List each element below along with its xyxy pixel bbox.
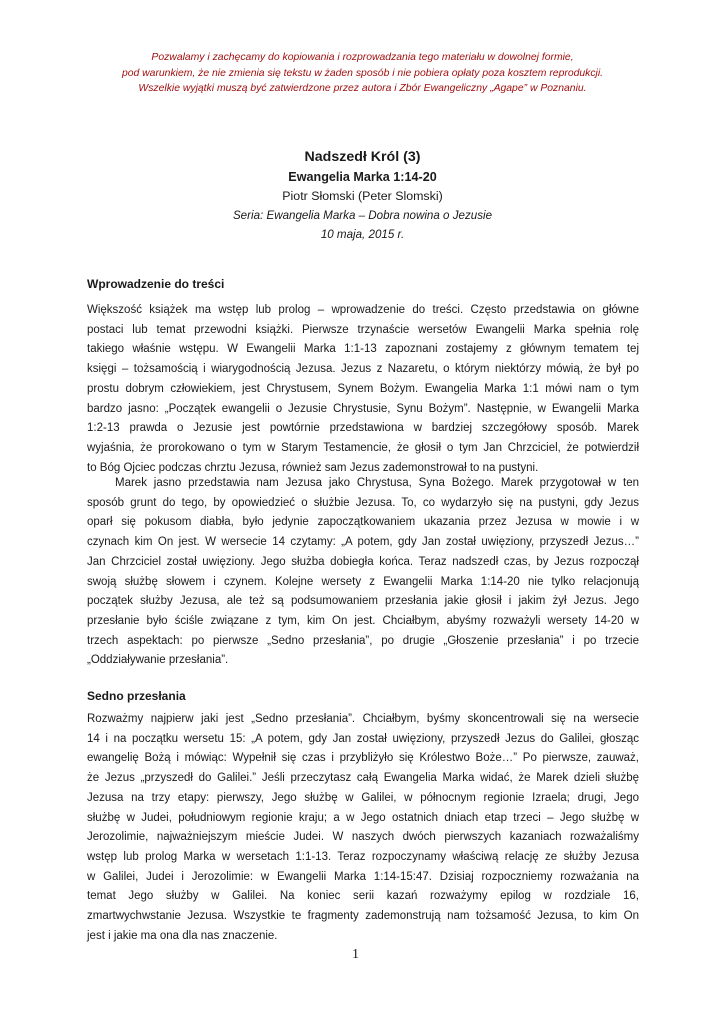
text-line: początek służby Jezusa, ale też są podsumowaniem przesłania jakie głosił i jakim żył Jezus. Jego bbox=[87, 595, 639, 608]
text-line: swoją służbę słowem i czynem. Kolejne wersety z Ewangelii Marka 1:14-20 nie tylko relacjonują bbox=[87, 575, 639, 588]
text-line: bardzo jasno: „Początek ewangelii o Jezusie Chrystusie, Synu Bożym”. Następnie, w Ewangelii Marka bbox=[87, 402, 639, 415]
text-line: sposób grunt do tego, by opowiedzieć o służbie Jezusa. To, co wydarzyło się na pustyni, gdy Jezus bbox=[87, 496, 639, 509]
text-line: to Bóg Ojciec podczas chrztu Jezusa, również sam Jezus zademonstrował to na pustyni. bbox=[87, 461, 539, 474]
text-line: księgi – tożsamością i wiarygodnością Jezusa. Jezus z Nazaretu, o którym niektórzy mówią, że był po bbox=[87, 363, 639, 376]
copyright-notice bbox=[60, 50, 665, 97]
text-line: wyjaśnia, że prorokowano o tym w Starym Testamencie, że głosił o tym Jan Chrzciciel, że potwierdził bbox=[87, 441, 639, 454]
text-line: Jan Chrzciciel został uwięziony. Jego służba dobiegła końca. Teraz nadszedł czas, by Jezus rozpoczął bbox=[87, 555, 639, 568]
text-line: przesłanie było ściśle związane z tym, kim On jest. Chciałbym, abyśmy rozważyli wersety 14-20 w bbox=[87, 614, 639, 627]
text-line: zmartwychwstanie Jezusa. Wszystkie te fragmenty zademonstrują nam tożsamość Jezusa, to kim On bbox=[87, 910, 639, 923]
text-line: Jerozolimie, najważniejszym mieście Judei. W naszych dwóch pierwszych kazaniach rozważaliśmy bbox=[87, 831, 639, 844]
author: Piotr Słomski (Peter Slomski) bbox=[282, 189, 443, 203]
text-line: postaci lub temat przewodni książki. Pierwsze trzynaście wersetów Ewangelii Marka spełnia rolę bbox=[87, 323, 639, 336]
text-line: temat Jego służby w Galilei. Na koniec serii kazań rozważymy epilog w rozdziale 16, bbox=[87, 890, 639, 903]
text-line: służbę w Judei, południowym regionie kraju; a w Jego ostatnich dniach etap trzeci – Jego służbę w bbox=[87, 811, 639, 824]
title-block bbox=[60, 146, 665, 244]
text-line: w Galilei, Judei i Jerozolimie: w Ewangelii Marka 1:14-15:47. Dzisiaj rozpoczniemy rozważania na bbox=[87, 870, 639, 883]
series: Seria: Ewangelia Marka – Dobra nowina o Jezusie bbox=[232, 209, 493, 222]
text-line: oparł się pokusom diabła, było jedynie zapoczątkowaniem ukazania przez Jezusa w mowie i w bbox=[87, 516, 639, 529]
paragraph bbox=[87, 710, 639, 946]
text-line: „Oddziaływanie przesłania”. bbox=[87, 654, 229, 667]
text-line: 14 i na początku wersetu 15: „A potem, gdy Jan został uwięziony, przyszedł Jezus do Galilei, głosząc bbox=[87, 732, 639, 745]
text-line: Marek jasno przedstawia nam Jezusa jako Chrystusa, Syna Bożego. Marek przygotował w ten bbox=[115, 477, 639, 489]
text-line: że Jezus „przyszedł do Galilei.” Jeśli przeczytasz całą Ewangelia Marka widać, że Marek dzieli służbę bbox=[87, 772, 639, 785]
text-line: takiego właśnie wstępu. W Ewangelii Marka 1:1-13 zapoznani zostajemy z głównym tematem tej bbox=[87, 343, 639, 356]
notice-line: Wszelkie wyjątki muszą być zatwierdzone przez autora i Zbór Ewangeliczny „Agape” w Poznaniu. bbox=[138, 83, 587, 94]
scripture-reference: Ewangelia Marka 1:14-20 bbox=[288, 170, 437, 184]
sermon-title: Nadszedł Król (3) bbox=[304, 149, 421, 165]
text-line: Rozważmy najpierw jaki jest „Sedno przesłania”. Chciałbym, byśmy skoncentrowali się na wersecie bbox=[87, 713, 639, 725]
section-heading: Wprowadzenie do treści bbox=[87, 277, 225, 291]
paragraph bbox=[87, 474, 639, 671]
text-line: 1:2-13 prawda o Jezusie jest powtórnie przedstawiona w bardziej szczegółowy sposób. Marek bbox=[87, 422, 639, 435]
text-line: Większość książek ma wstęp lub prolog – wprowadzenie do treści. Często przedstawia on główne bbox=[87, 304, 639, 316]
text-line: trzech aspektach: po pierwsze „Sedno przesłania”, po drugie „Głoszenie przesłania” i po trzecie bbox=[87, 634, 639, 647]
notice-line: pod warunkiem, że nie zmienia się tekstu w żaden sposób i nie pobiera opłaty poza kosztem reprodukcji. bbox=[121, 67, 604, 79]
text-line: ewangelię Bożą i mówiąc: Wypełnił się czas i przybliżyło się Królestwo Boże…” Po pierwsze, zauważ, bbox=[87, 752, 639, 765]
section-heading: Sedno przesłania bbox=[87, 689, 186, 703]
text-line: czynach kim On jest. W wersecie 14 czytamy: „A potem, gdy Jan został uwięziony, przyszedł Jezus…” bbox=[87, 536, 639, 549]
page-number: 1 bbox=[352, 947, 359, 962]
date: 10 maja, 2015 r. bbox=[320, 228, 405, 241]
text-line: wstęp lub prolog Marka w wersetach 1:1-13. Teraz rozpoczynamy właściwą relację ze służby Jezusa bbox=[87, 850, 639, 863]
text-line: prostu dobrym człowiekiem, jest Chrystusem, Synem Bożym. Ewangelia Marka 1:1 mówi nam o tym bbox=[87, 382, 639, 395]
text-line: Jezusa na trzy etapy: pierwszy, Jego służbę w Galilei, w północnym regionie Izraela; drugi, Jego bbox=[87, 791, 639, 804]
notice-line: Pozwalamy i zachęcamy do kopiowania i rozprowadzania tego materiału w dowolnej formie, bbox=[151, 52, 574, 63]
paragraph bbox=[87, 301, 639, 478]
text-line: jest i jakie ma ona dla nas znaczenie. bbox=[87, 929, 278, 942]
